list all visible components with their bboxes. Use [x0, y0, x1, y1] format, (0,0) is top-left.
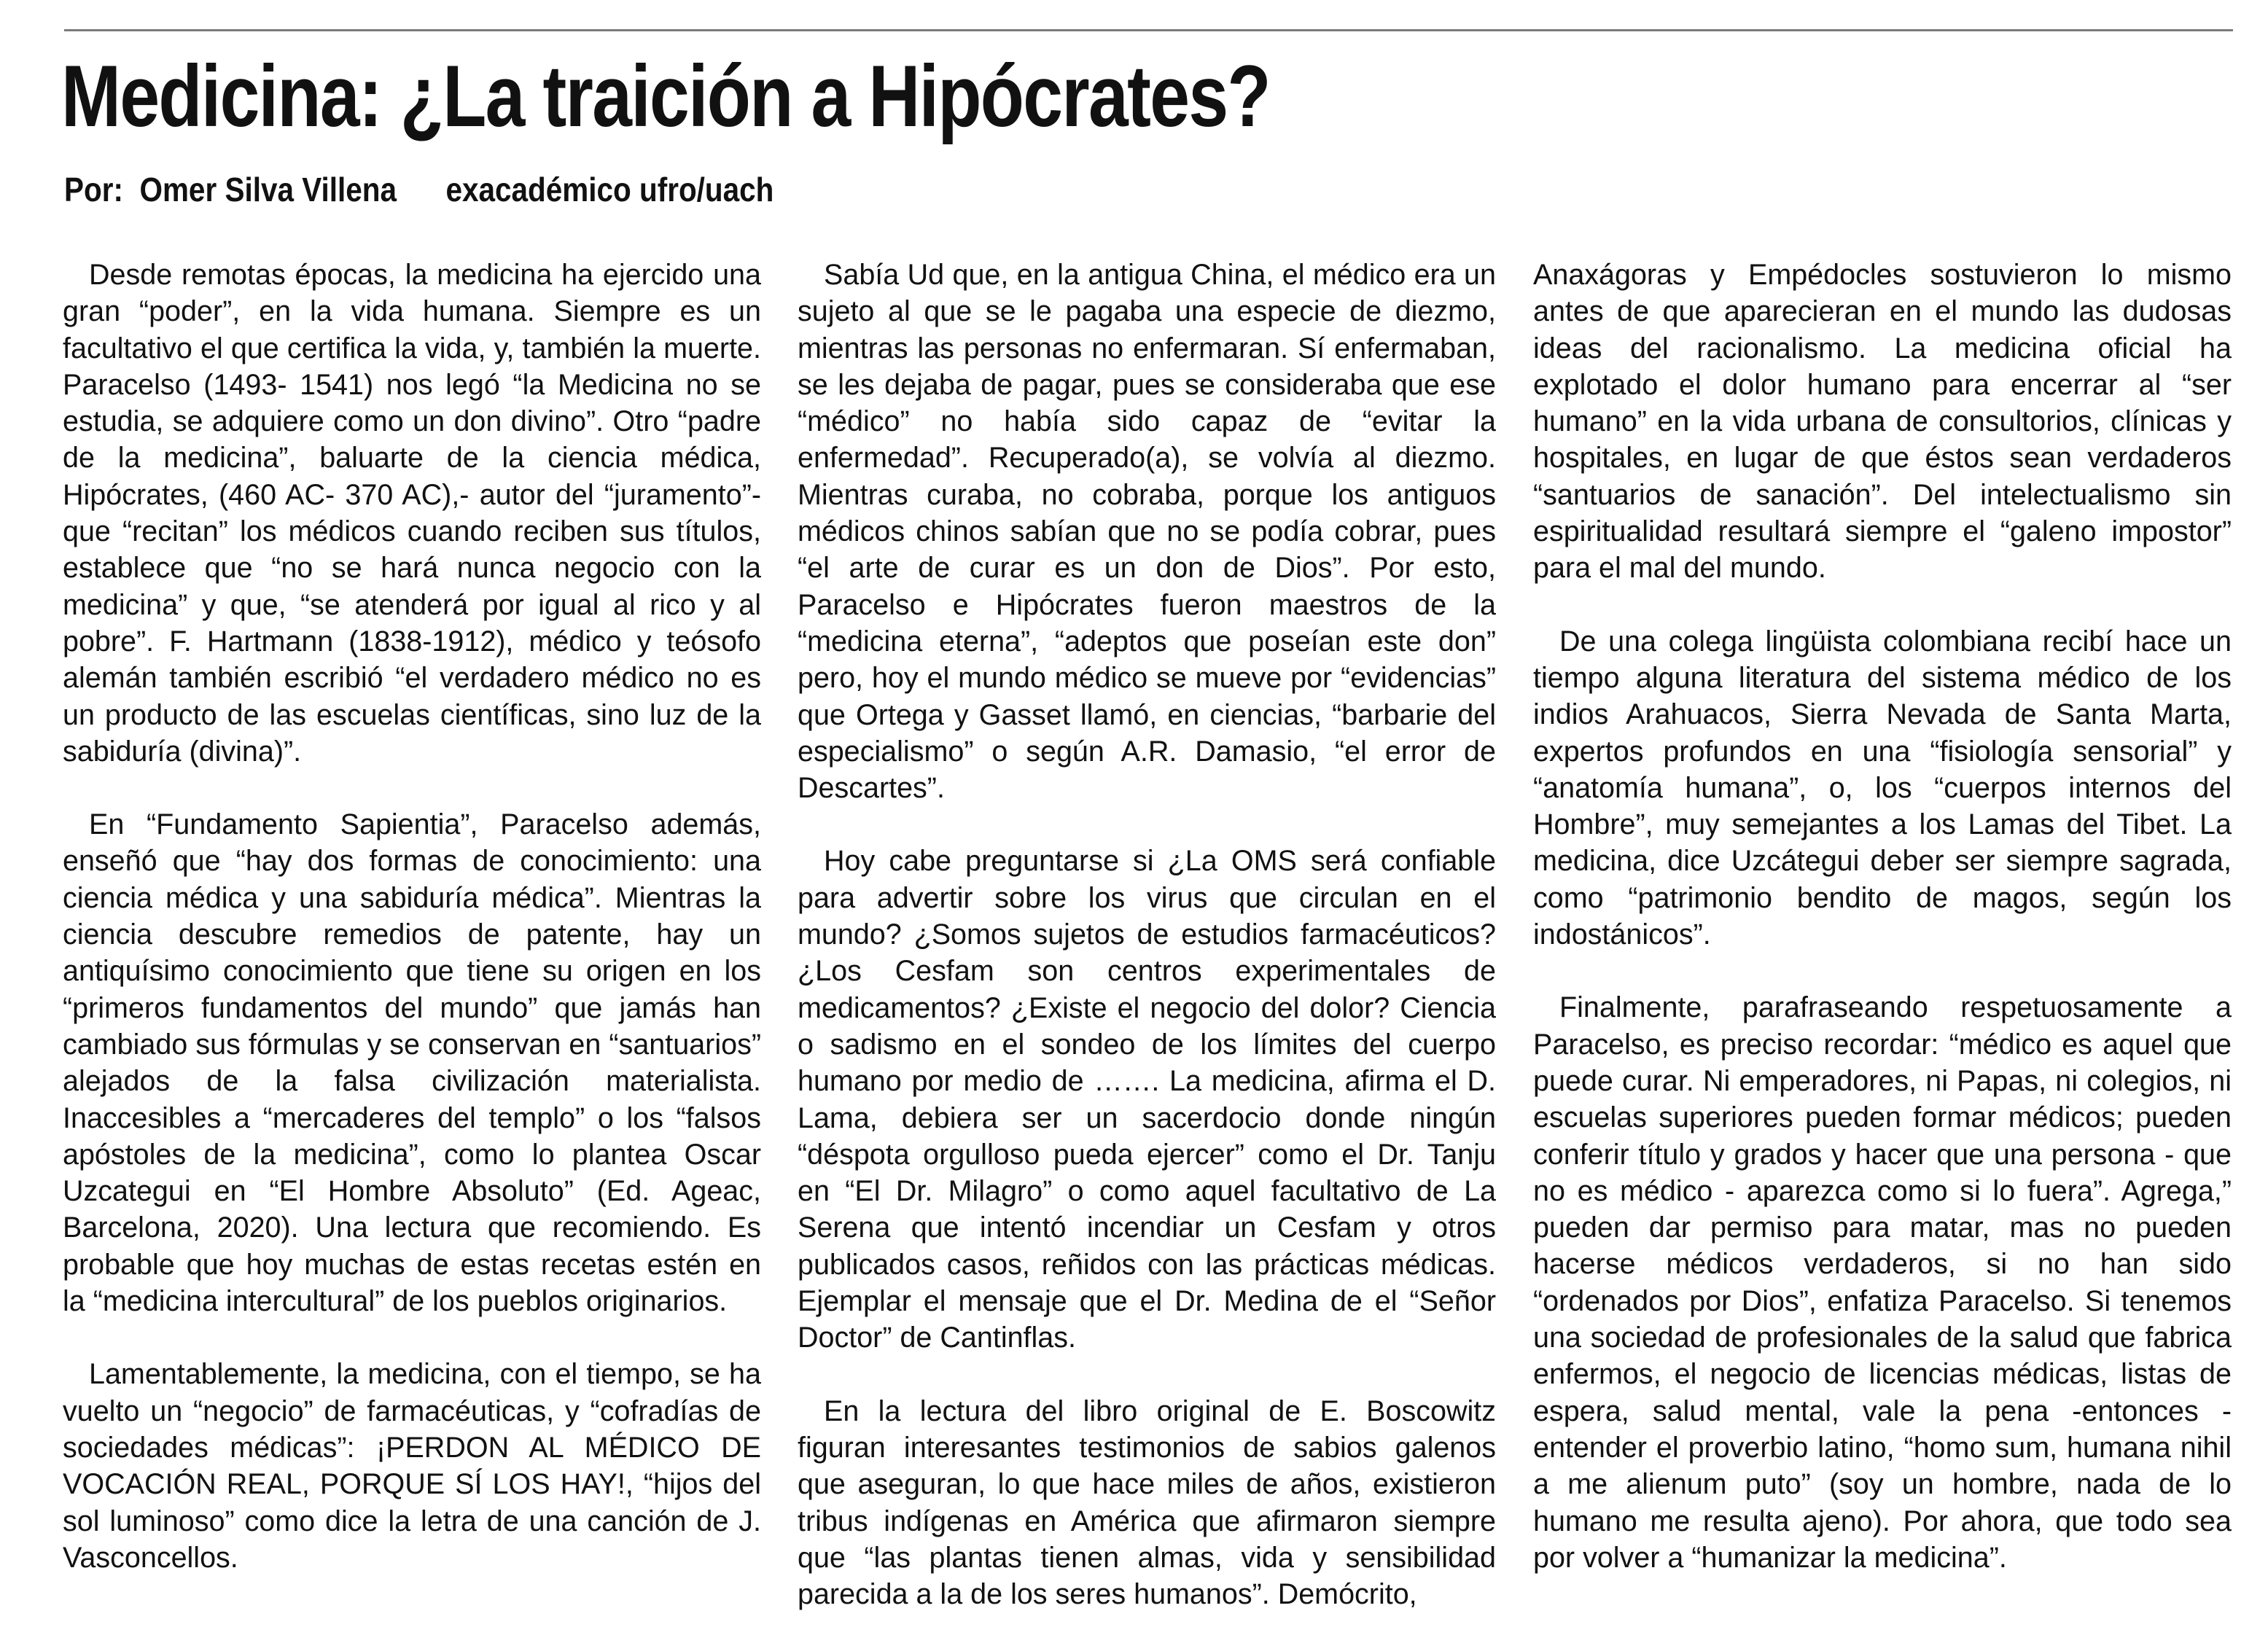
paragraph: De una colega lingüista colombiana recibí hace un tiempo alguna literatura del sistema médico de los indios Arahuacos, Sierra Nevada de Santa Marta, expertos profundos en una “fisiología sensorial” y “anatomía humana”, o, los “cuerpos internos del Hombre”, muy semejantes a los Lamas del Tibet. La medicina, dice Uzcátegui deber ser siempre sagrada, como “patrimonio bendito de magos, según los indostánicos”. [1533, 625, 2232, 951]
page-title: Medicina: ¿La traición a Hipócrates? [61, 47, 1270, 145]
article-column-2 [798, 257, 1496, 1612]
byline-prefix: Por: [64, 171, 123, 208]
article-column-3 [1533, 257, 2232, 1576]
byline-affiliation: exacadémico ufro/uach [445, 171, 774, 208]
paragraph: Finalmente, parafraseando respetuosamente a Paracelso, es preciso recordar: “médico es aquel que puede curar. Ni emperadores, ni Papas, ni colegios, ni escuelas superiores pueden formar médicos; pueden conferir título y grados y hacer que una persona - que no es médico - aparezca como si lo fuera”. Agrega,” pueden dar permiso para matar, mas no pueden hacerse médicos verdaderos, si no han sido “ordenados por Dios”, enfatiza Paracelso. Si tenemos una sociedad de profesionales de la salud que fabrica enfermos, el negocio de licencias médicas, listas de espera, salud mental, vale la pena -entonces -entender el proverbio latino, “homo sum, humana nihil a me alienum puto” (soy un hombre, nada de lo humano me resulta ajeno). Por ahora, que todo sea por volver a “humanizar la medicina”. [1533, 991, 2232, 1574]
byline-author: Omer Silva Villena [139, 171, 397, 208]
byline [64, 168, 773, 211]
top-rule [64, 29, 2233, 31]
paragraph: Anaxágoras y Empédocles sostuvieron lo mismo antes de que aparecieran en el mundo las dudosas ideas del racionalismo. La medicina oficial ha explotado el dolor humano para encerrar al “ser humano” en la vida urbana de consultorios, clínicas y hospitales, en lugar de que éstos sean verdaderos “santuarios de sanación”. Del intelectualismo sin espiritualidad resultará siempre el “galeno impostor” para el mal del mundo. [1533, 259, 2232, 585]
paragraph: En “Fundamento Sapientia”, Paracelso además, enseñó que “hay dos formas de conocimiento: una ciencia médica y una sabiduría médica”. Mientras la ciencia descubre remedios de patente, hay un antiquísimo conocimiento que tiene su origen en los “primeros fundamentos del mundo” que jamás han cambiado sus fórmulas y se conservan en “santuarios” alejados de la falsa civilización materialista. Inaccesibles a “mercaderes del templo” o los “falsos apóstoles de la medicina”, como lo plantea Oscar Uzcategui en “El Hombre Absoluto” (Ed. Ageac, Barcelona, 2020). Una lectura que recomiendo. Es probable que hoy muchas de estas recetas estén en la “medicina intercultural” de los pueblos originarios. [63, 808, 761, 1318]
paragraph: Hoy cabe preguntarse si ¿La OMS será confiable para advertir sobre los virus que circulan en el mundo? ¿Somos sujetos de estudios farmacéuticos? ¿Los Cesfam son centros experimentales de medicamentos? ¿Existe el negocio del dolor? Ciencia o sadismo en el sondeo de los límites del cuerpo humano por medio de ……. La medicina, afirma el D. Lama, debiera ser un sacerdocio donde ningún “déspota orgulloso pueda ejercer” como el Dr. Tanju en “El Dr. Milagro” o como aquel facultativo de La Serena que intentó incendiar un Cesfam y otros publicados casos, reñidos con las prácticas médicas. Ejemplar el mensaje que el Dr. Medina de el “Señor Doctor” de Cantinflas. [798, 845, 1496, 1354]
article-column-1 [63, 257, 761, 1576]
paragraph: Desde remotas épocas, la medicina ha ejercido una gran “poder”, en la vida humana. Siempre es un facultativo el que certifica la vida, y, también la muerte. Paracelso (1493- 1541) nos legó “la Medicina no se estudia, se adquiere como un don divino”. Otro “padre de la medicina”, baluarte de la ciencia médica, Hipócrates, (460 AC- 370 AC),- autor del “juramento”- que “recitan” los médicos cuando reciben sus títulos, establece que “no se hará nunca negocio con la medicina” y que, “se atenderá por igual al rico y al pobre”. F. Hartmann (1838-1912), médico y teósofo alemán también escribió “el verdadero médico no es un producto de las escuelas científicas, sino luz de la sabiduría (divina)”. [63, 259, 761, 768]
paragraph: En la lectura del libro original de E. Boscowitz figuran interesantes testimonios de sabios galenos que aseguran, lo que hace miles de años, existieron tribus indígenas en América que afirmaron siempre que “las plantas tienen almas, vida y sensibilidad parecida a la de los seres humanos”. Demócrito, [798, 1394, 1496, 1611]
paragraph: Sabía Ud que, en la antigua China, el médico era un sujeto al que se le pagaba una especie de diezmo, mientras las personas no enfermaran. Sí enfermaban, se les dejaba de pagar, pues se consideraba que ese “médico” no había sido capaz de “evitar la enfermedad”. Recuperado(a), se volvía al diezmo. Mientras curaba, no cobraba, porque los antiguos médicos chinos sabían que no se podía cobrar, pues “el arte de curar es un don de Dios”. Por esto, Paracelso e Hipócrates fueron maestros de la “medicina eterna”, “adeptos que poseían este don” pero, hoy el mundo médico se mueve por “evidencias” que Ortega y Gasset llamó, en ciencias, “barbarie del especialismo” o según A.R. Damasio, “el error de Descartes”. [798, 259, 1496, 805]
paragraph: Lamentablemente, la medicina, con el tiempo, se ha vuelto un “negocio” de farmacéuticas, y “cofradías de sociedades médicas”: ¡PERDON AL MÉDICO DE VOCACIÓN REAL, PORQUE SÍ LOS HAY!, “hijos del sol luminoso” como dice la letra de una canción de J. Vasconcellos. [63, 1358, 761, 1574]
